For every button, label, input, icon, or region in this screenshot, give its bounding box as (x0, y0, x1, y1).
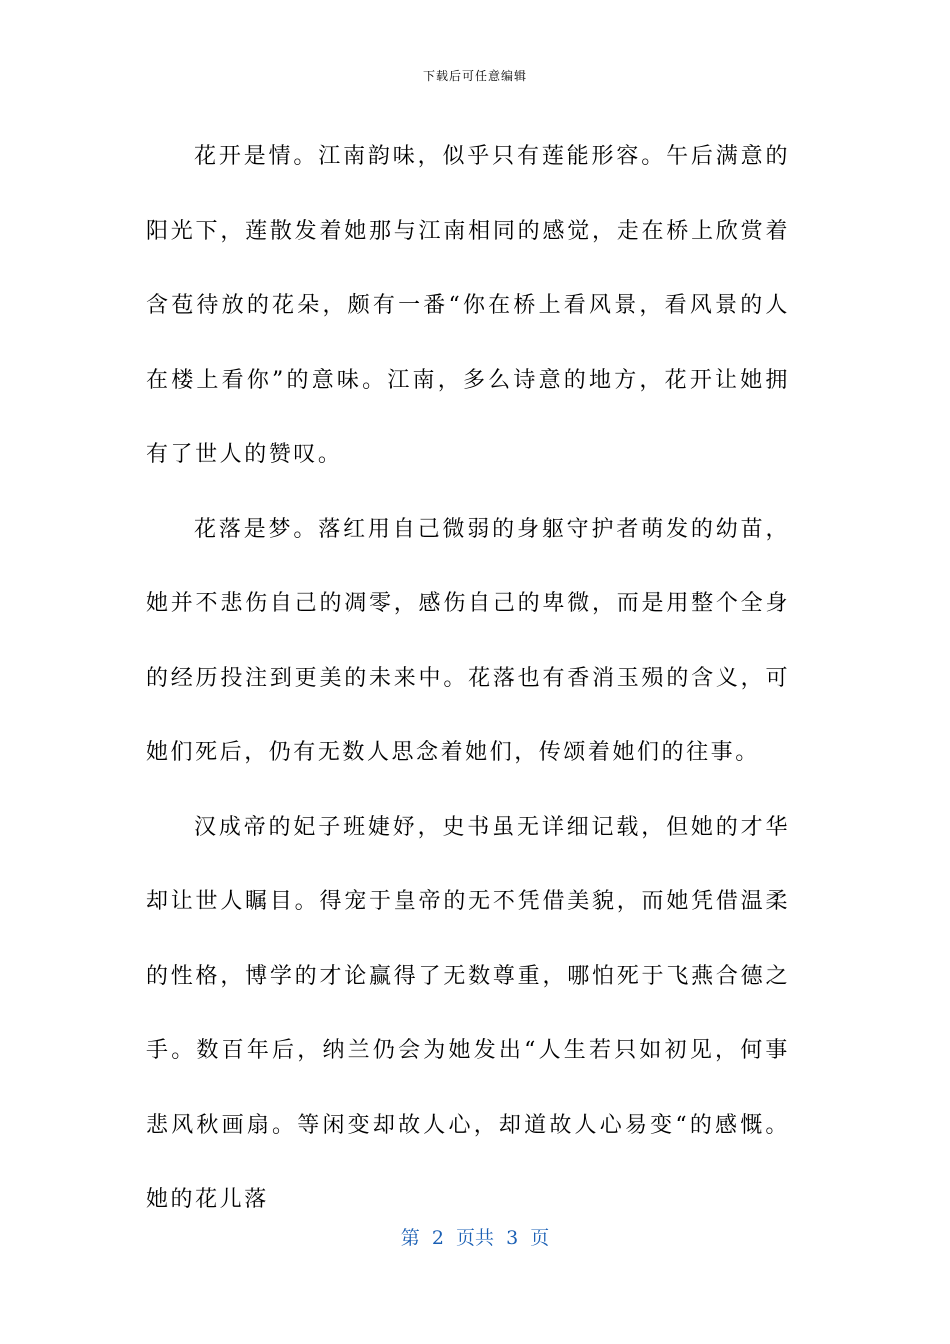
paragraph-flower-fall: 花落是梦。落红用自己微弱的身躯守护者萌发的幼苗，她并不悲伤自己的凋零，感伤自己的卑微，而是用整个全身的经历投注到更美的未来中。花落也有香消玉殒的含义，可她们死后，仍有无数人思念着她们，传颂着她们的往事。 (146, 516, 790, 765)
document-body (146, 120, 790, 1238)
page-number-footer: 第 2 页共 3 页 (400, 1227, 550, 1249)
paragraph-flower-bloom: 花开是情。江南韵味，似乎只有莲能形容。午后满意的阳光下，莲散发着她那与江南相同的感觉，走在桥上欣赏着含苞待放的花朵，颇有一番“你在桥上看风景，看风景的人在楼上看你”的意味。江南，多么诗意的地方，花开让她拥有了世人的赞叹。 (146, 144, 790, 467)
page-header: 下载后可任意编辑 (422, 69, 527, 83)
paragraph-ban-jieyu: 汉成帝的妃子班婕妤，史书虽无详细记载，但她的才华却让世人瞩目。得宠于皇帝的无不凭借美貌，而她凭借温柔的性格，博学的才论赢得了无数尊重，哪怕死于飞燕合德之手。数百年后，纳兰仍会为她发出“人生若只如初见，何事悲风秋画扇。等闲变却故人心，却道故人心易变“的感慨。她的花儿落 (146, 814, 790, 1212)
